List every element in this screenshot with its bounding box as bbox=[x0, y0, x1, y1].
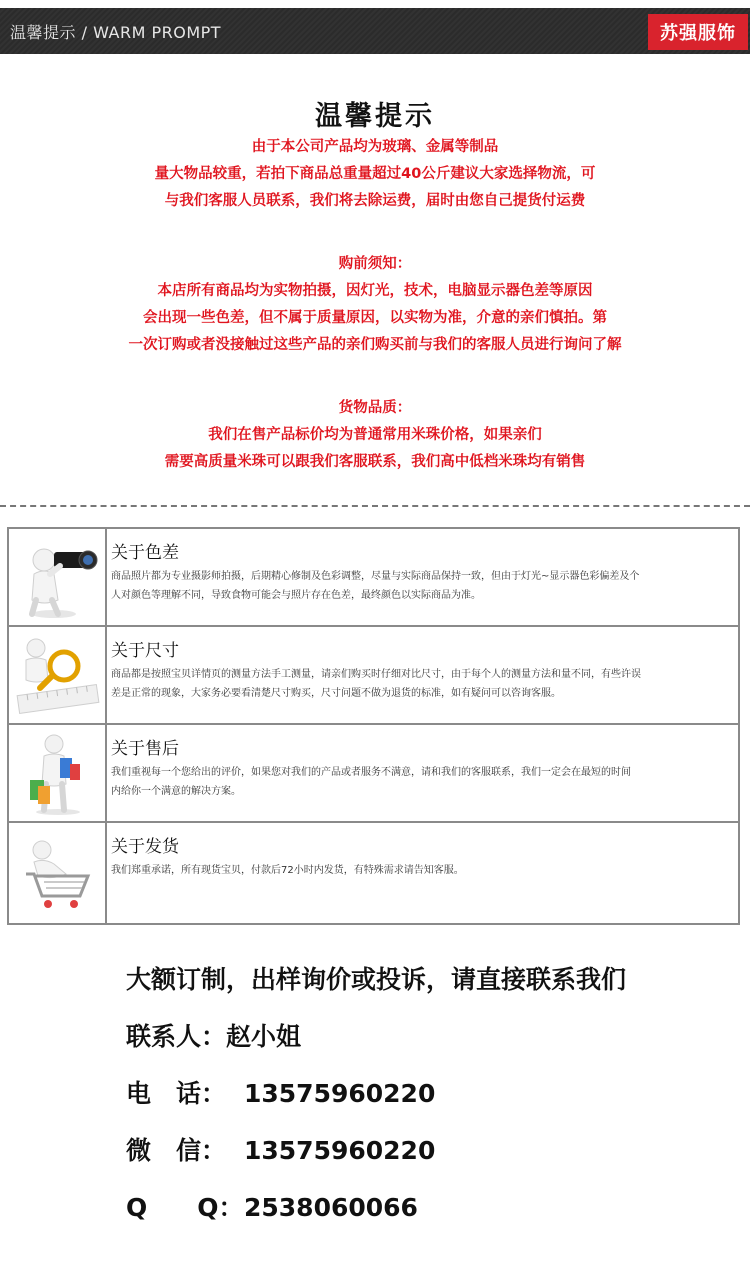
intro-line: 由于本公司产品均为玻璃、金属等制品 bbox=[251, 139, 499, 155]
wechat-label: 微 信： bbox=[126, 1136, 227, 1165]
quality-line: 需要高质量米珠可以跟我们客服联系，我们高中低档米珠均有销售 bbox=[164, 454, 586, 470]
phone-value[interactable]: 13575960220 bbox=[244, 1079, 436, 1108]
phone-label: 电 话： bbox=[126, 1079, 227, 1108]
ruler-magnifier-figure-icon bbox=[9, 627, 107, 723]
info-row-color bbox=[9, 529, 738, 627]
info-title: 关于尺寸 bbox=[111, 641, 179, 661]
contact-qq bbox=[126, 1188, 736, 1245]
purchase-line: 会出现一些色差，但不属于质量原因，以实物为准，介意的亲们慎拍。第 bbox=[143, 310, 607, 326]
info-body: 商品都是按照宝贝详情页的测量方法手工测量，请亲们购买时仔细对比尺寸，由于每个人的测量方法和量不同，有些许误 差是正常的现象，大家务必要看清楚尺寸购买，尺寸问题不做为退货的标准，如有疑问可以咨询客服。 bbox=[111, 669, 641, 699]
contact-section bbox=[126, 960, 736, 1245]
shopping-bag-figure-icon bbox=[9, 725, 107, 821]
camera-figure-icon bbox=[9, 529, 107, 625]
purchase-line: 本店所有商品均为实物拍摄，因灯光，技术，电脑显示器色差等原因 bbox=[157, 283, 593, 299]
contact-person-value: 赵小姐 bbox=[226, 1022, 302, 1051]
info-body: 我们重视每一个您给出的评价，如果您对我们的产品或者服务不满意，请和我们的客服联系，我们一定会在最短的时间 内给你一个满意的解决方案。 bbox=[111, 767, 631, 797]
contact-wechat bbox=[126, 1131, 736, 1188]
contact-headline: 大额订制，出样询价或投诉，请直接联系我们 bbox=[126, 965, 627, 994]
quality-heading: 货物品质： bbox=[338, 400, 412, 416]
intro-line: 量大物品较重，若拍下商品总重量超过40公斤建议大家选择物流，可 bbox=[154, 166, 596, 182]
contact-phone bbox=[126, 1074, 736, 1131]
info-body: 商品照片都为专业摄影师拍摄，后期精心修制及色彩调整，尽量与实际商品保持一致，但由于灯光~显示器色彩偏差及个 人对颜色等理解不同，导致食物可能会与照片存在色差，最终颜色以实际商品为准。 bbox=[111, 571, 640, 601]
info-title: 关于色差 bbox=[111, 543, 179, 563]
notice-section bbox=[0, 94, 750, 476]
qq-label: Q Q： bbox=[126, 1193, 244, 1222]
intro-line: 与我们客服人员联系，我们将去除运费，届时由您自己提货付运费 bbox=[164, 193, 586, 209]
purchase-line: 一次订购或者没接触过这些产品的亲们购买前与我们的客服人员进行询问了解 bbox=[128, 337, 622, 353]
contact-person bbox=[126, 1017, 736, 1074]
info-row-aftersale bbox=[9, 725, 738, 823]
wechat-value[interactable]: 13575960220 bbox=[244, 1136, 436, 1165]
info-table bbox=[7, 527, 740, 925]
contact-person-label: 联系人： bbox=[126, 1022, 227, 1051]
quality-line: 我们在售产品标价均为普通常用米珠价格，如果亲们 bbox=[208, 427, 542, 443]
info-title: 关于发货 bbox=[111, 837, 179, 857]
banner-title: 温馨提示 / WARM PROMPT bbox=[10, 23, 222, 42]
info-row-shipping bbox=[9, 823, 738, 923]
info-title: 关于售后 bbox=[111, 739, 179, 759]
purchase-heading: 购前须知： bbox=[338, 256, 412, 272]
dashed-divider bbox=[0, 505, 750, 507]
brand-badge[interactable]: 苏强服饰 bbox=[648, 14, 748, 50]
info-body: 我们郑重承诺，所有现货宝贝，付款后72小时内发货，有特殊需求请告知客服。 bbox=[111, 865, 464, 876]
notice-title: 温馨提示 bbox=[315, 101, 435, 132]
top-banner bbox=[0, 8, 750, 54]
shopping-cart-figure-icon bbox=[9, 823, 107, 923]
info-row-size bbox=[9, 627, 738, 725]
qq-value[interactable]: 2538060066 bbox=[244, 1193, 418, 1222]
